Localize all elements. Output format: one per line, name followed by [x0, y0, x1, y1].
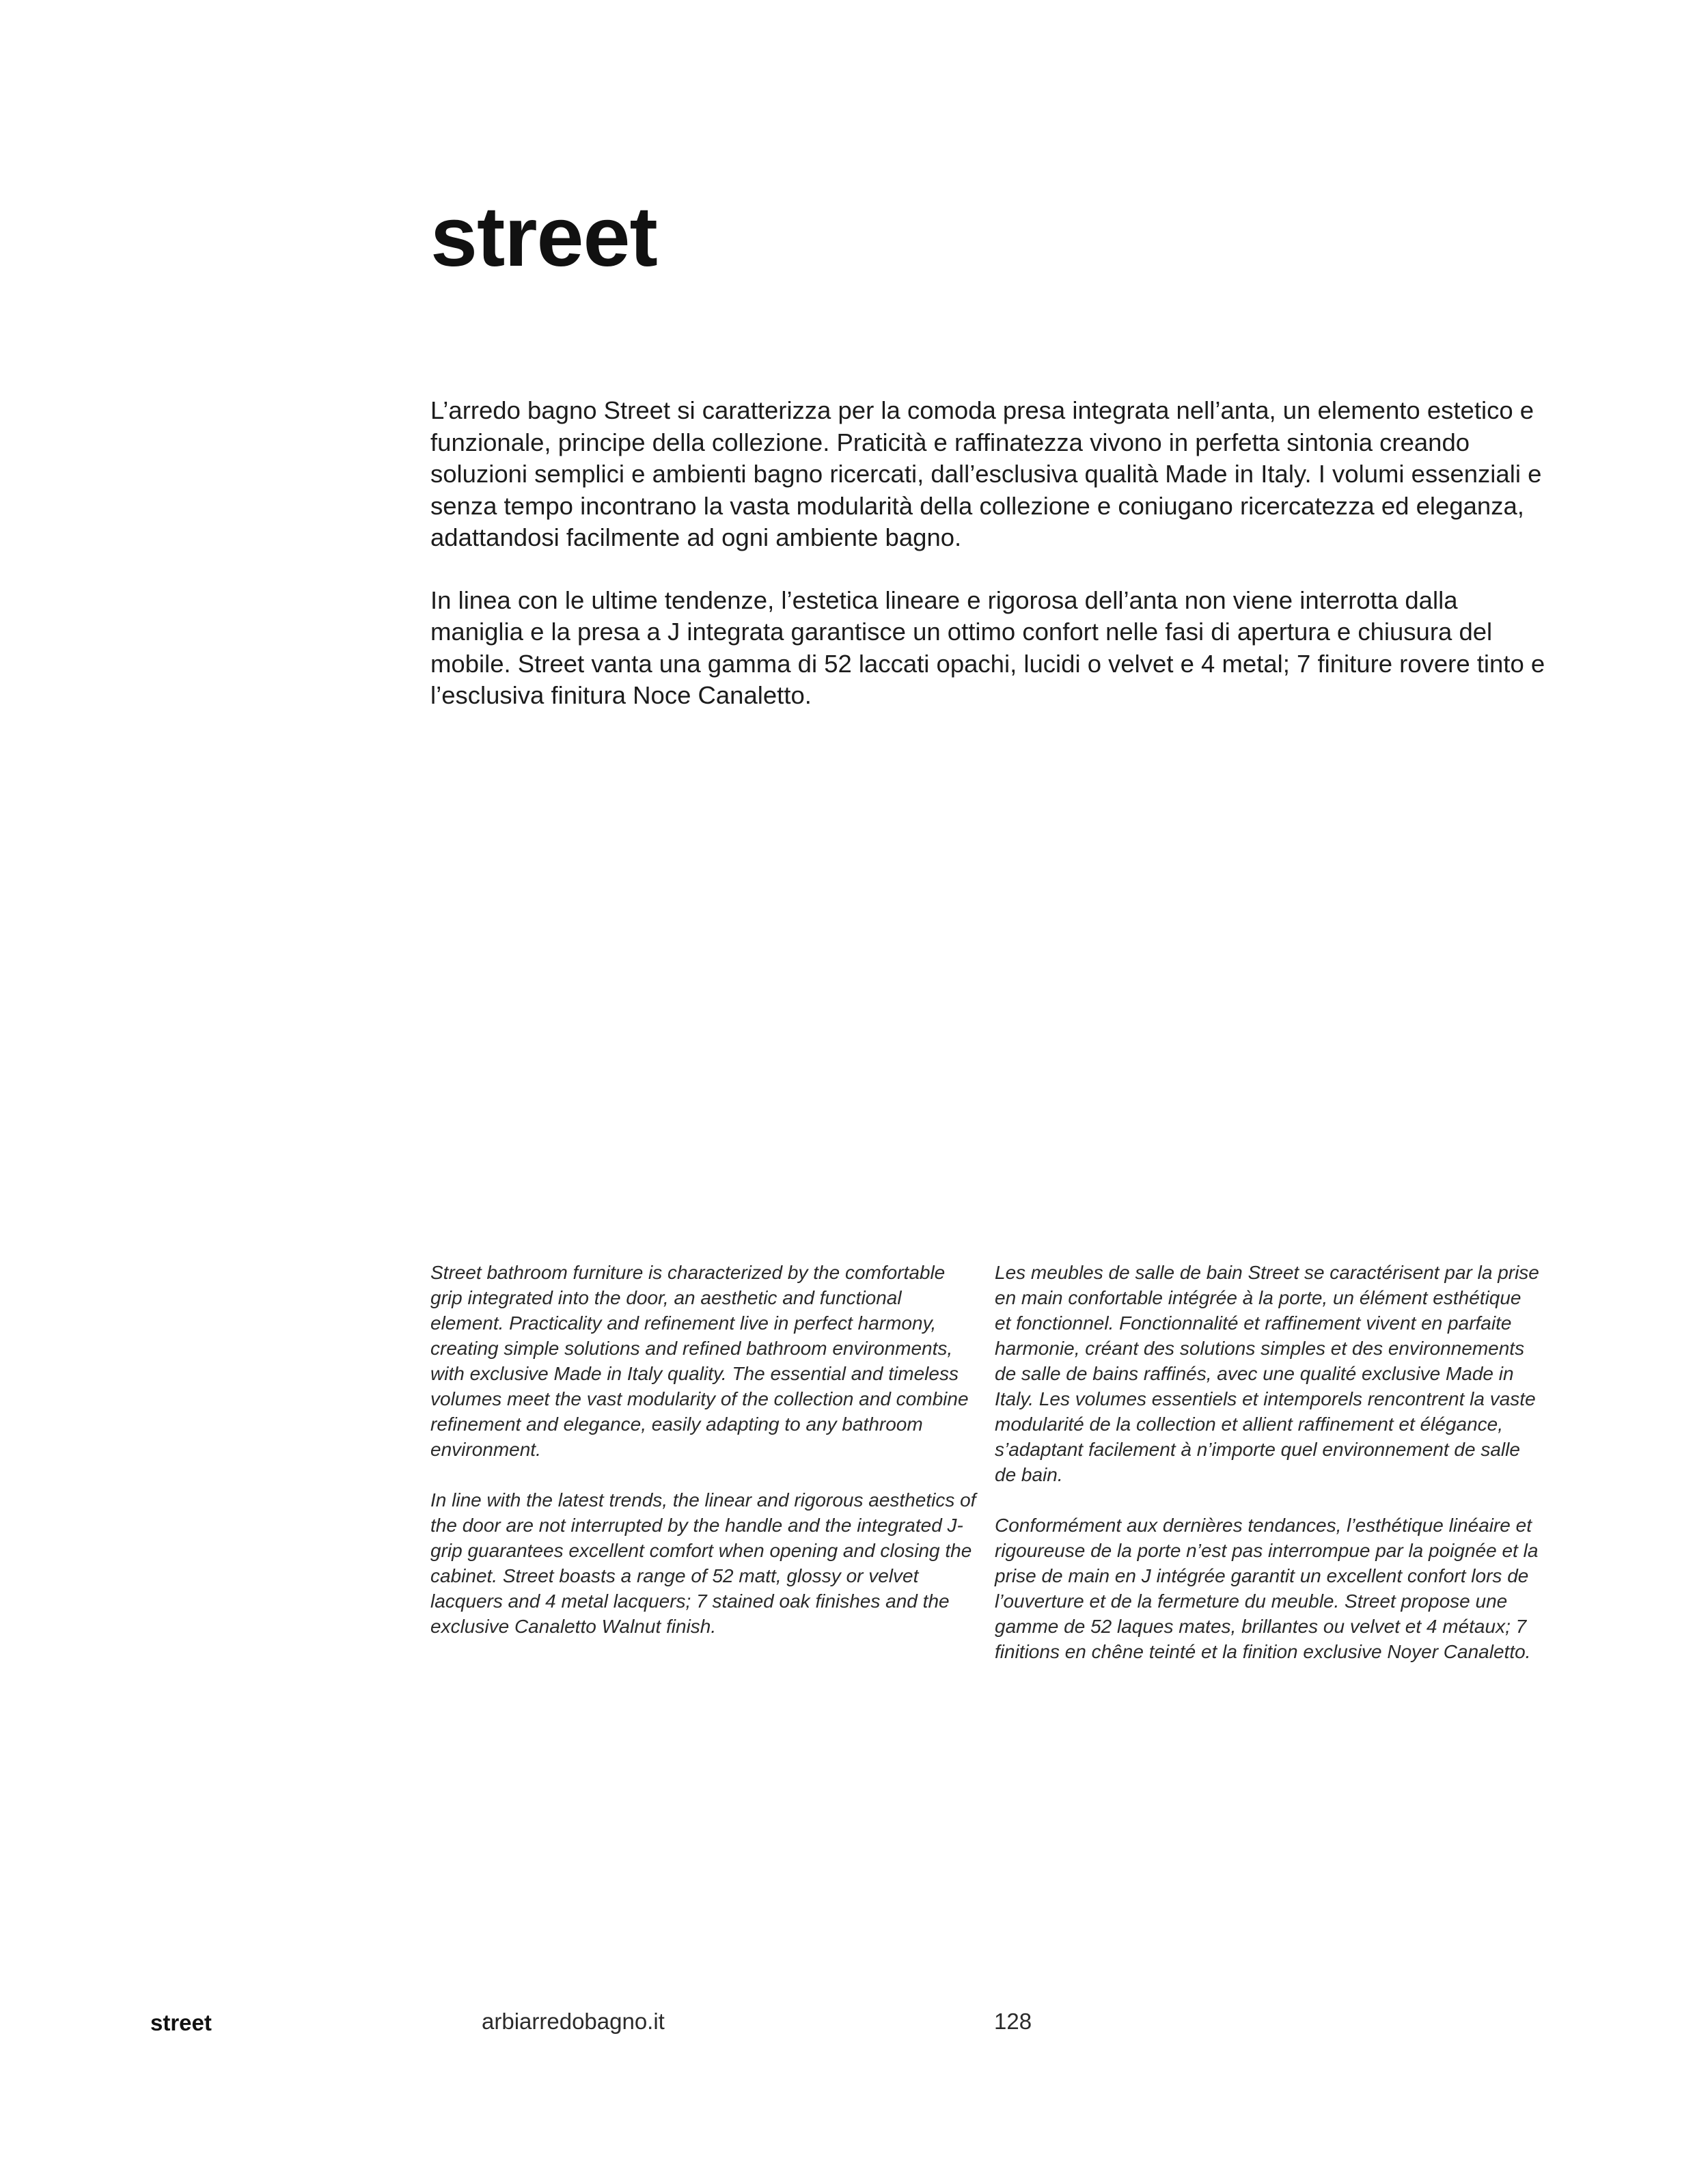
page-title: street: [430, 190, 657, 284]
italian-paragraph-1: L’arredo bagno Street si caratterizza per la comoda presa integrata nell’anta, un elemento estetico e funzionale, principe della collezione. Praticità e raffinatezza vivono in perfetta sintonia creando soluzioni semplici e ambienti bagno ricercati, dall’esclusiva qualità Made in Italy. I volumi essenziali e senza tempo incontrano la vasta modularità della collezione e coniugano ricercatezza ed eleganza, adattandosi facilmente ad ogni ambiente bagno.: [430, 396, 1542, 551]
footer-brand: street: [150, 2010, 212, 2035]
french-paragraph-2: Conformément aux dernières tendances, l’esthétique linéaire et rigoureuse de la porte n’est pas interrompue par la poignée et la prise de main en J intégrée garantit un excellent confort lors de l’ouverture et de la fermeture du meuble. Street propose une gamme de 52 laques mates, brillantes ou velvet et 4 métaux; 7 finitions en chêne teinté et la finition exclusive Noyer Canaletto.: [995, 1515, 1539, 1662]
italian-description: [430, 395, 1551, 743]
footer-website-link[interactable]: arbiarredobagno.it: [482, 2009, 665, 2034]
italian-paragraph-2: In linea con le ultime tendenze, l’estetica lineare e rigorosa dell’anta non viene interrotta dalla maniglia e la presa a J integrata garantisce un ottimo confort nelle fasi di apertura e chiusura del mobile. Street vanta una gamma di 52 laccati opachi, lucidi o velvet e 4 metal; 7 finiture rovere tinto e l’esclusiva finitura Noce Canaletto.: [430, 585, 1545, 709]
page-number: 128: [994, 2009, 1032, 2034]
french-paragraph-1: Les meubles de salle de bain Street se caractérisent par la prise en main confortable intégrée à la porte, un élément esthétique et fonctionnel. Fonctionnalité et raffinement vivent en parfaite harmonie, créant des solutions simples et des environnements de salle de bains raffinés, avec une qualité exclusive Made in Italy. Les volumes essentiels et intemporels rencontrent la vaste modularité de la collection et allient raffinement et élégance, s’adaptant facilement à n’importe quel environnement de salle de bain.: [995, 1262, 1539, 1485]
french-description: [995, 1260, 1541, 1690]
english-paragraph-2: In line with the latest trends, the linear and rigorous aesthetics of the door are not interrupted by the handle and the integrated J-grip guarantees excellent comfort when opening and closing the cabinet. Street boasts a range of 52 matt, glossy or velvet lacquers and 4 metal lacquers; 7 stained oak finishes and the exclusive Canaletto Walnut finish.: [430, 1489, 976, 1637]
english-paragraph-1: Street bathroom furniture is characterized by the comfortable grip integrated into the door, an aesthetic and functional element. Practicality and refinement live in perfect harmony, creating simple solutions and refined bathroom environments, with exclusive Made in Italy quality. The essential and timeless volumes meet the vast modularity of the collection and combine refinement and elegance, easily adapting to any bathroom environment.: [430, 1262, 969, 1460]
english-description: [430, 1260, 977, 1664]
